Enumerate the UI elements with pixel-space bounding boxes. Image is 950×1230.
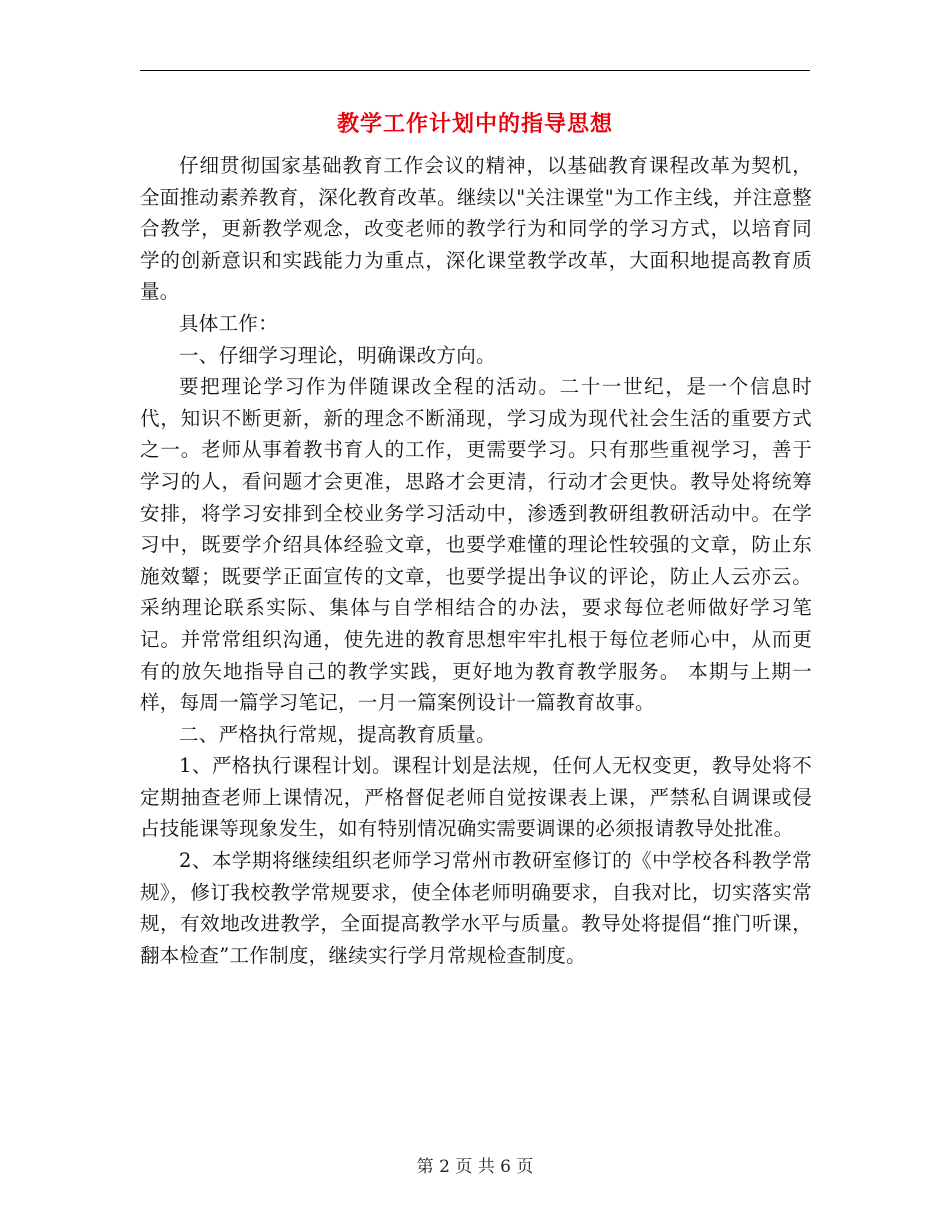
paragraph-section-two-heading: 二、严格执行常规，提高教育质量。 xyxy=(179,722,496,746)
paragraph-section-one-heading: 一、仔细学习理论，明确课改方向。 xyxy=(179,343,496,367)
paragraph-item-two: 2、本学期将继续组织老师学习常州市教研室修订的《中学校各科教学常规》，修订我校教学常规要求，使全体老师明确要求，自我对比，切实落实常规，有效地改进教学，全面提高教学水平与质量。教导处将提倡“推门听课，翻本检查”工作制度，继续实行学月常规检查制度。 xyxy=(140,849,812,967)
document-body xyxy=(140,150,812,971)
document-title: 教学工作计划中的指导思想 xyxy=(336,111,613,137)
paragraph-guiding-thought: 仔细贯彻国家基础教育工作会议的精神，以基础教育课程改革为契机，全面推动素养教育，深化教育改革。继续以"关注课堂"为工作主线，并注意整合教学，更新教学观念，改变老师的教学行为和同学的学习方式，以培育同学的创新意识和实践能力为重点，深化课堂教学改革，大面积地提高教育质量。 xyxy=(140,154,812,304)
paragraph-specific-work-heading: 具体工作： xyxy=(179,311,279,335)
paragraph-item-one: 1、严格执行课程计划。课程计划是法规，任何人无权变更，教导处将不定期抽查老师上课情况，严格督促老师自觉按课表上课，严禁私自调课或侵占技能课等现象发生，如有特别情况确实需要调课的必须报请教导处批准。 xyxy=(140,754,812,841)
paragraph-theory-study: 要把理论学习作为伴随课改全程的活动。二十一世纪，是一个信息时代，知识不断更新，新的理念不断涌现，学习成为现代社会生活的重要方式之一。老师从事着教书育人的工作，更需要学习。只有那些重视学习，善于学习的人，看问题才会更准，思路才会更清，行动才会更快。教导处将统筹安排，将学习安排到全校业务学习活动中，渗透到教研组教研活动中。在学习中，既要学介绍具体经验文章，也要学难懂的理论性较强的文章，防止东施效颦；既要学正面宣传的文章，也要学提出争议的评论，防止人云亦云。采纳理论联系实际、集体与自学相结合的办法，要求每位老师做好学习笔记。并常常组织沟通，使先进的教育思想牢牢扎根于每位老师心中，从而更有的放矢地指导自己的教学实践，更好地为教育教学服务。 本期与上期一样，每周一篇学习笔记，一月一篇案例设计一篇教育故事。 xyxy=(140,375,812,715)
page-number-footer: 第 2 页 共 6 页 xyxy=(416,1157,534,1177)
header-rule xyxy=(140,70,810,71)
